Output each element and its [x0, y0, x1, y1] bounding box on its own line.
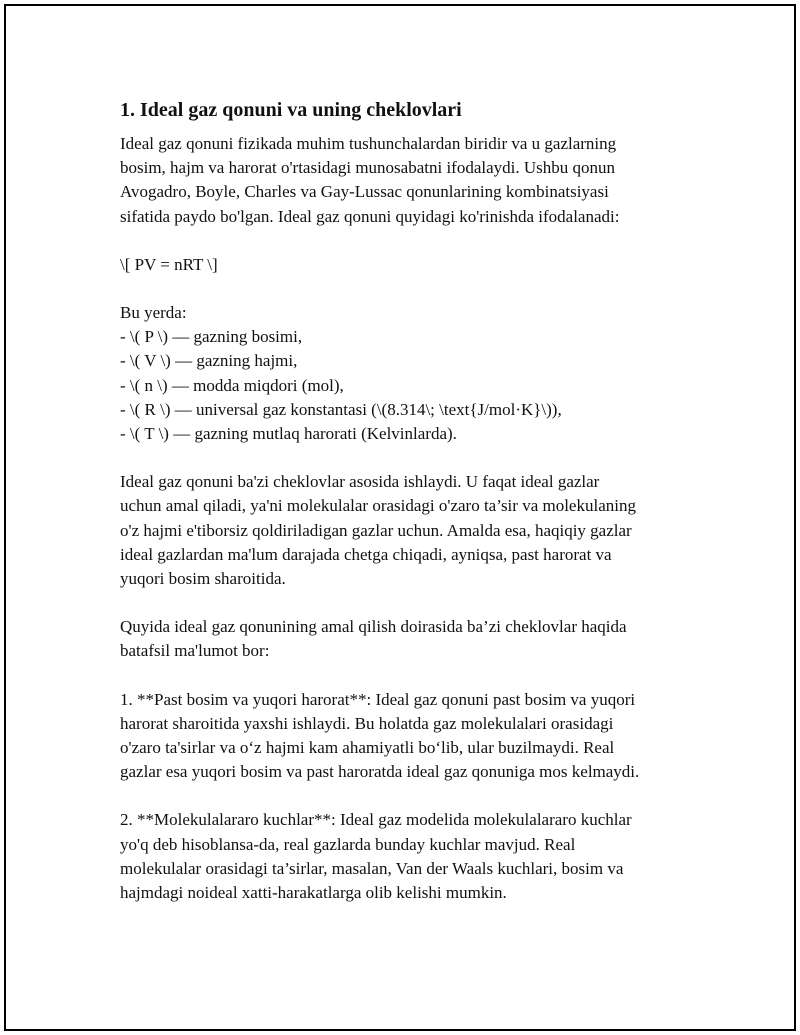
point-low-pressure: 1. **Past bosim va yuqori harorat**: Ideal gaz qonuni past bosim va yuqori harorat sharoitida yaxshi ishlaydi. Bu holatda gaz molekulalari orasidagi o'zaro ta'sirlar va o‘z hajmi kam ahamiyatli bo‘lib, ular buzilmaydi. Real gazlar esa yuqori bosim va past haroratda ideal gaz qonuniga mos kelmaydi.	[120, 689, 640, 782]
details-intro-paragraph: Quyida ideal gaz qonunining amal qilish doirasida ba’zi cheklovlar haqida batafsil ma'lumot bor:	[120, 617, 627, 661]
limitations-paragraph: Ideal gaz qonuni ba'zi cheklovlar asosida ishlaydi. U faqat ideal gazlar uchun amal qiladi, ya'ni molekulalar orasidagi o'zaro ta’sir va molekulaning o'z hajmi e'tiborsiz qoldiriladigan gazlar uchun. Amalda esa, haqiqiy gazlar ideal gazlardan ma'lum darajada chetga chiqadi, ayniqsa, past harorat va yuqori bosim sharoitida.	[120, 472, 636, 589]
intro-paragraph: Ideal gaz qonuni fizikada muhim tushunchalardan biridir va u gazlarning bosim, hajm va harorat o'rtasidagi munosabatni ifodalaydi. Ushbu qonun Avogadro, Boyle, Charles va Gay-Lussac qonunlarining kombinatsiyasi sifatida paydo bo'lgan. Ideal gaz qonuni quyidagi ko'rinishda ifodalanadi:	[120, 134, 620, 226]
document-page	[4, 4, 796, 1031]
variable-definitions: Bu yerda: - \( P \) — gazning bosimi, - \( V \) — gazning hajmi, - \( n \) — modda miqdori (mol), - \( R \) — universal gaz konstantasi (\(8.314\; \text{J/mol·K}\)), - \( T \) — gazning mutlaq harorati (Kelvinlarda).	[120, 303, 562, 444]
point-intermolecular-forces: 2. **Molekulalararo kuchlar**: Ideal gaz modelida molekulalararo kuchlar yo'q deb hisoblansa-da, real gazlarda bunday kuchlar mavjud. Real molekulalar orasidagi ta’sirlar, masalan, Van der Waals kuchlari, bosim va hajmdagi noideal xatti-harakatlarga olib kelishi mumkin.	[120, 810, 632, 903]
section-heading: 1. Ideal gaz qonuni va uning cheklovlari	[120, 99, 462, 121]
ideal-gas-formula: \[ PV = nRT \]	[120, 254, 218, 274]
document-content	[120, 96, 700, 929]
